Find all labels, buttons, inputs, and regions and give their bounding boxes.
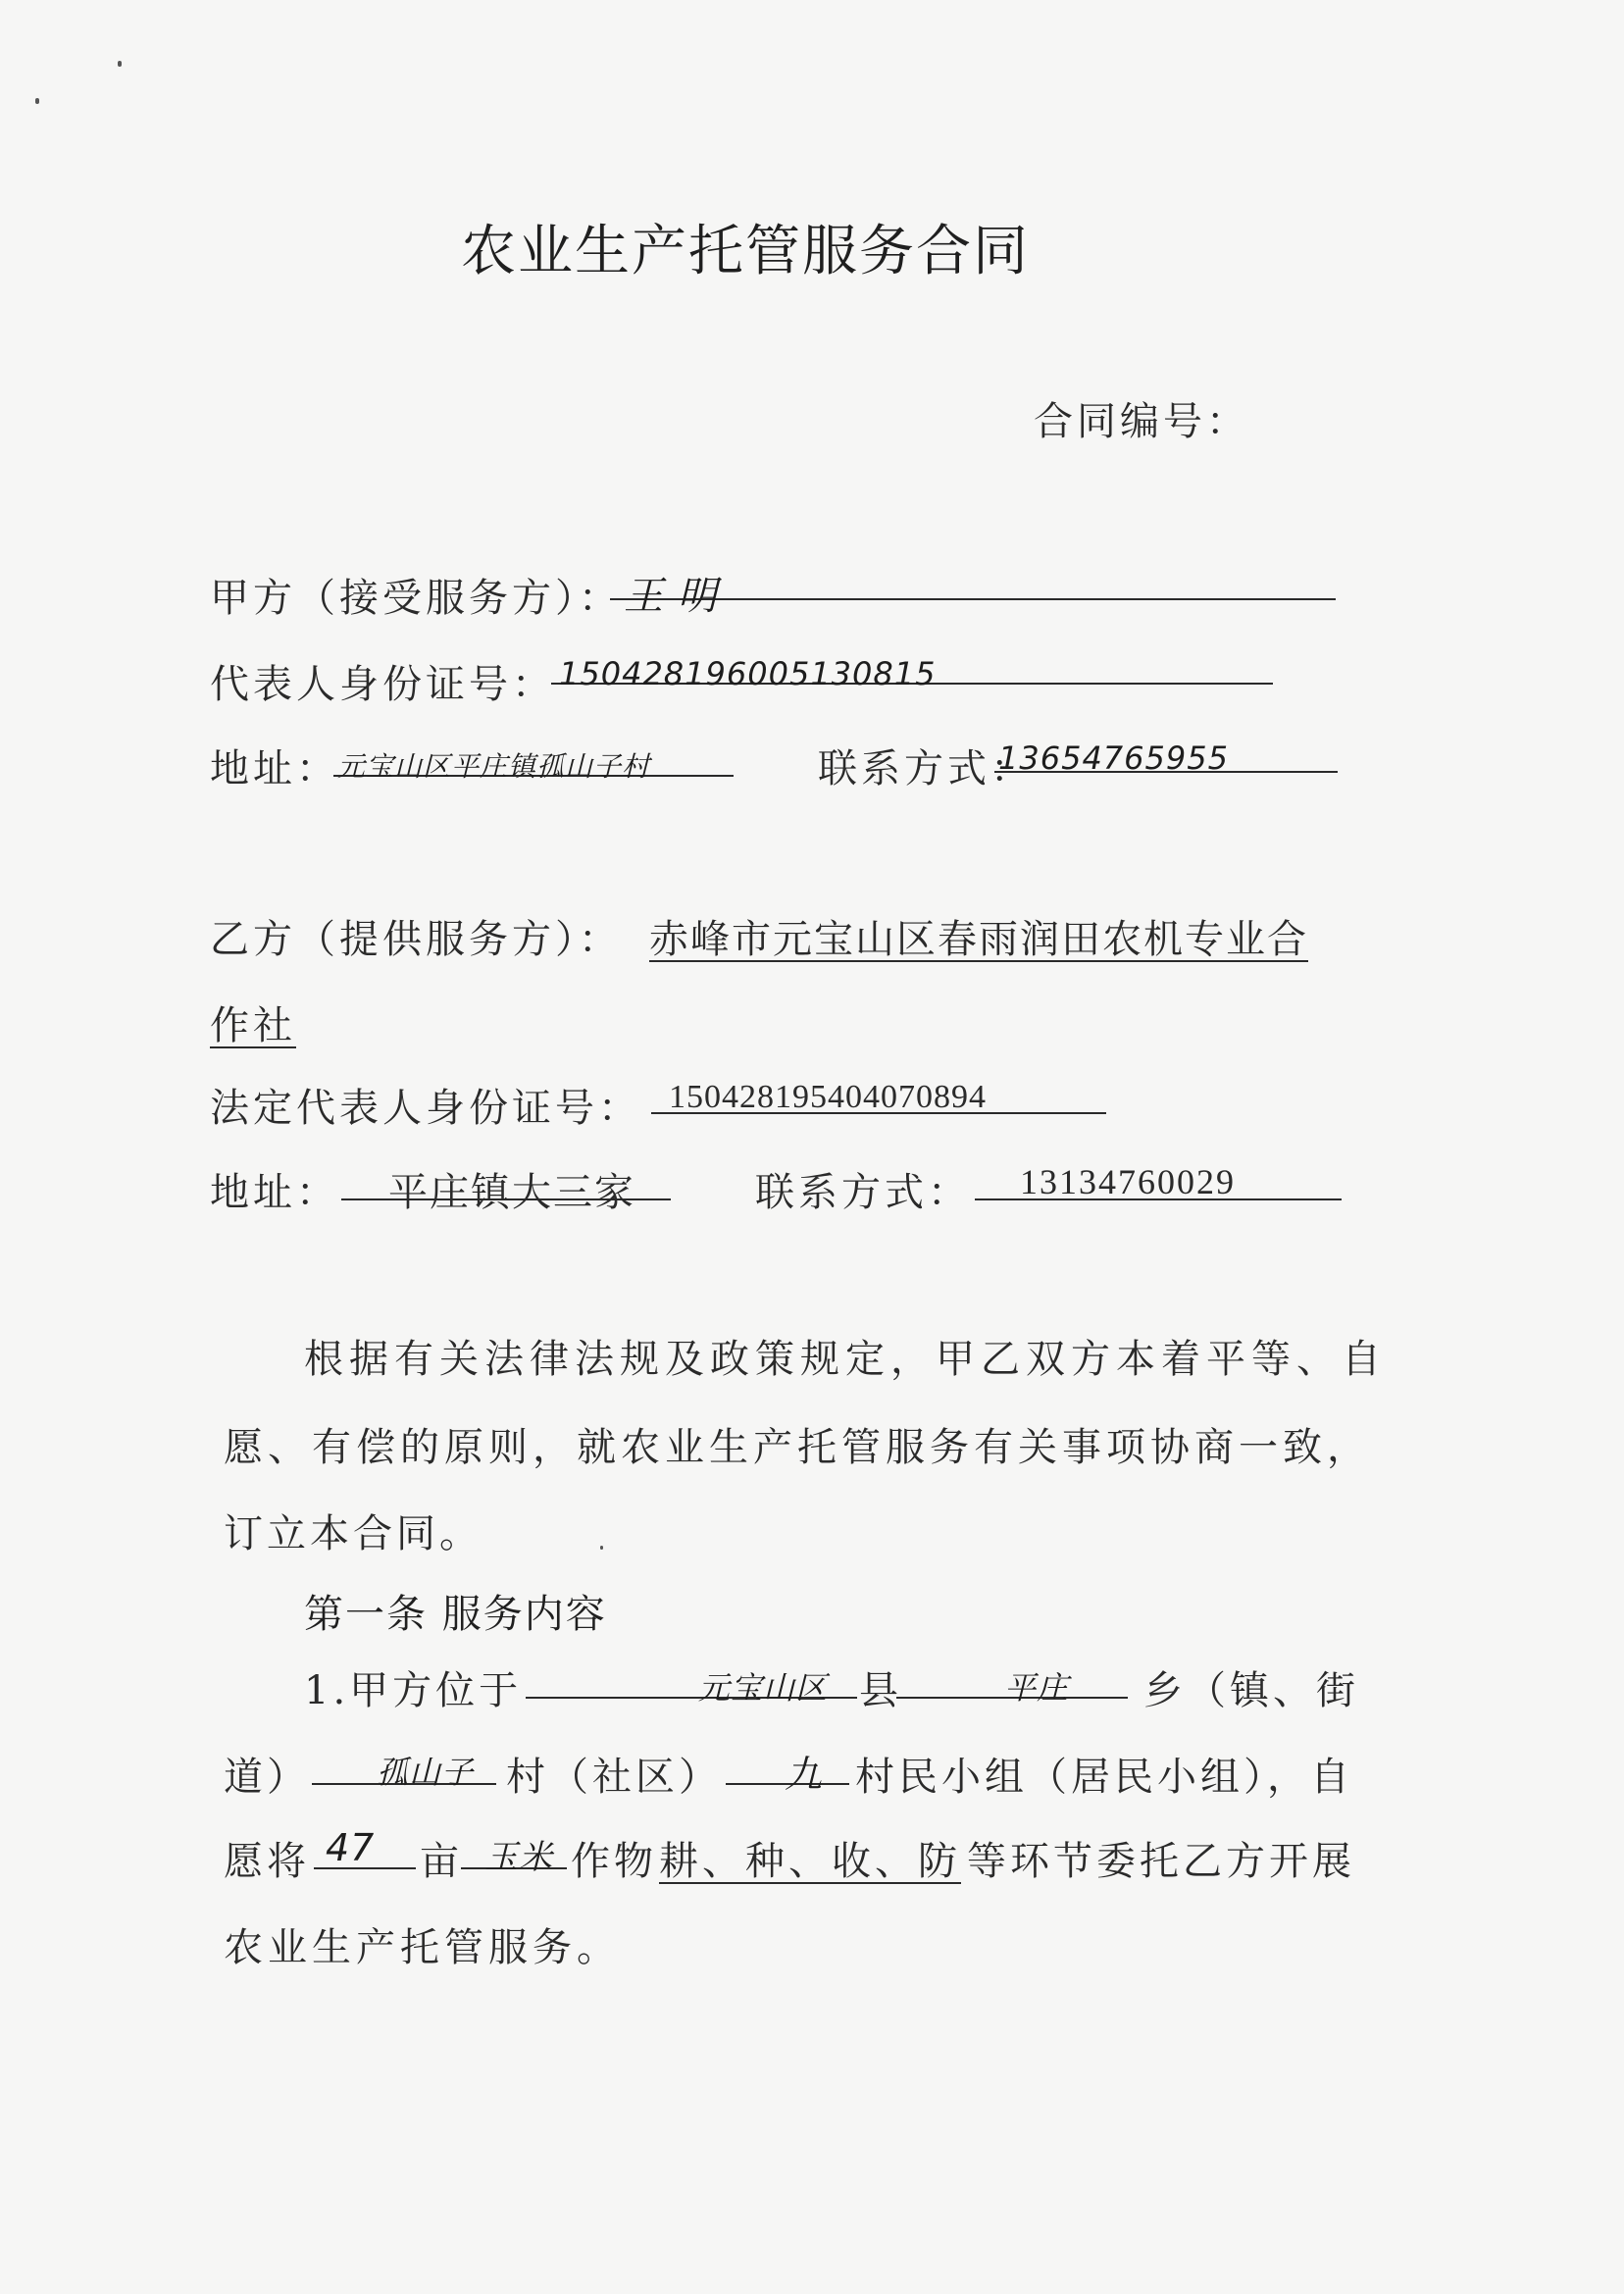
party-a-id-value: 150428196005130815 — [559, 655, 937, 692]
clause-1-line-2-prefix: 道） — [224, 1755, 310, 1800]
party-b-address-value: 平庄镇大三家 — [388, 1170, 635, 1215]
party-a-name: 王 明 — [624, 574, 718, 619]
crop-label: 作物 — [571, 1839, 657, 1884]
clause-1-line-3-suffix: 等环节委托乙方开展 — [967, 1839, 1355, 1884]
party-b-id-label: 法定代表人身份证号： — [210, 1086, 641, 1131]
town-value: 平庄 — [1004, 1669, 1070, 1707]
party-b-name-line1: 赤峰市元宝山区春雨润田农机专业合 — [649, 917, 1308, 962]
county-value: 元宝山区 — [698, 1669, 829, 1707]
party-b-contact-label: 联系方式： — [755, 1170, 971, 1215]
article-1-heading: 第一条 服务内容 — [304, 1592, 607, 1637]
service-stages: 耕、种、收、防 — [659, 1839, 961, 1884]
area-value: 47 — [326, 1826, 376, 1869]
group-value: 九 — [785, 1753, 824, 1796]
party-a-contact-label: 联系方式： — [818, 746, 1034, 791]
document-title: 农业生产托管服务合同 — [461, 220, 1030, 283]
party-a-id-label: 代表人身份证号： — [210, 662, 555, 707]
town-label: 乡（镇、街 — [1143, 1668, 1359, 1713]
village-label: 村（社区） — [506, 1755, 722, 1800]
preamble-line-3: 订立本合同。 — [224, 1511, 482, 1556]
scan-speck — [600, 1546, 603, 1550]
clause-1-line-4: 农业生产托管服务。 — [224, 1925, 621, 1970]
area-label: 亩 — [420, 1839, 463, 1884]
crop-value: 玉米 — [484, 1838, 553, 1877]
party-a-label: 甲方（接受服务方）： — [210, 576, 622, 621]
clause-1-line-3-prefix: 愿将 — [224, 1839, 310, 1884]
group-label: 村民小组（居民小组），自 — [855, 1755, 1353, 1800]
party-a-contact-value: 13654765955 — [998, 739, 1229, 777]
preamble-line-2: 愿、有偿的原则，就农业生产托管服务有关事项协商一致， — [224, 1425, 1371, 1470]
contract-number-label: 合同编号： — [1034, 399, 1249, 444]
party-b-name-line2: 作社 — [210, 1003, 296, 1048]
party-a-name-line — [610, 598, 1336, 600]
scan-speck — [118, 61, 122, 67]
county-label: 县 — [859, 1668, 902, 1713]
scan-speck — [35, 98, 39, 104]
party-b-address-label: 地址： — [210, 1170, 339, 1215]
party-a-address-label: 地址： — [210, 746, 339, 791]
village-value: 孤山子 — [377, 1754, 475, 1791]
preamble-line-1: 根据有关法律法规及政策规定，甲乙双方本着平等、自 — [304, 1337, 1387, 1382]
party-b-id-value: 150428195404070894 — [669, 1079, 987, 1115]
party-b-label: 乙方（提供服务方）： — [210, 917, 622, 962]
clause-1-prefix: 1.甲方位于 — [304, 1668, 523, 1713]
party-b-contact-value: 13134760029 — [1020, 1162, 1236, 1201]
party-a-address-value: 元宝山区平庄镇孤山子村 — [337, 750, 651, 783]
